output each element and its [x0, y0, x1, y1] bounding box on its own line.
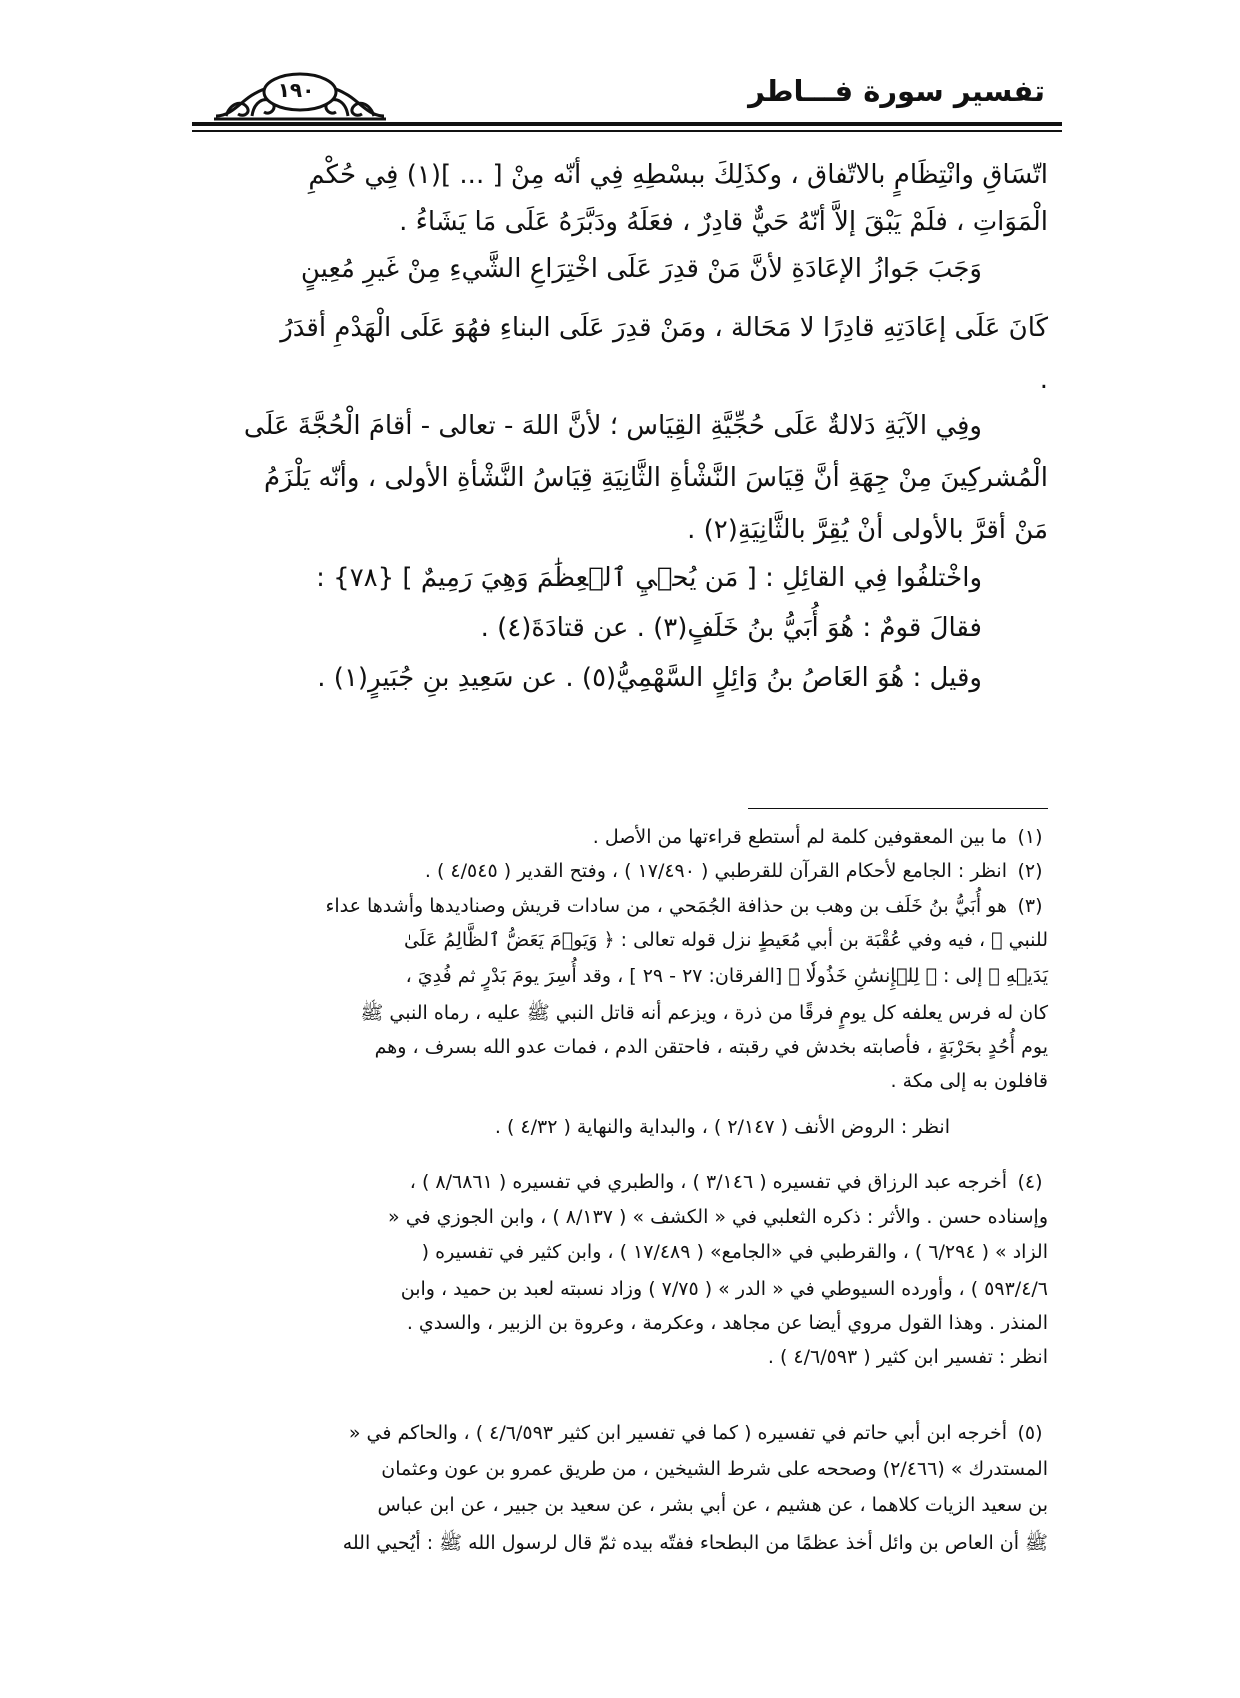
footnote-line: أخرجه عبد الرزاق في تفسيره ( ٣/١٤٦ ) ، والطبري في تفسيره ( ٨/٦٨٦١ ) ، [409, 1171, 1007, 1193]
body-line: وقيل : هُوَ العَاصُ بنُ وَائِلٍ السَّهْمِيُّ(٥) . عن سَعِيدِ بنِ جُبَيرٍ(١) . [317, 663, 982, 693]
footnote-line: ما بين المعقوفين كلمة لم أستطع قراءتها من الأصل . [592, 826, 1007, 848]
footnote-line: قافلون به إلى مكة . [890, 1070, 1048, 1092]
footnote-line: هو أُبَيُّ بنُ خَلَف بن وهب بن حذافة الجُمَحي ، من سادات قريش وصناديدها وأشدها عداء [325, 895, 1007, 917]
body-line: فقالَ قومٌ : هُوَ أُبَيُّ بنُ خَلَفٍ(٣) . عن قتادَةَ(٤) . [480, 613, 982, 643]
footnote-line: ﷺ أن العاص بن وائل أخذ عظمًا من البطحاء ففتّه بيده ثمّ قال لرسول الله ﷺ : أيُحيي الله [342, 1532, 1048, 1554]
footnote-number: (٣) [1017, 895, 1043, 917]
footnote-line: انظر : الروض الأنف ( ٢/١٤٧ ) ، والبداية والنهاية ( ٤/٣٢ ) . [494, 1116, 950, 1138]
header-rule-bottom [192, 130, 1062, 132]
footnote-number: (١) [1017, 826, 1043, 848]
page-number: ١٩٠ [277, 78, 315, 102]
body-line: . [1039, 365, 1048, 395]
footnote-number: (٤) [1017, 1171, 1043, 1193]
footnote-line: وإسناده حسن . والأثر : ذكره الثعلبي في « الكشف » ( ٨/١٣٧ ) ، وابن الجوزي في « [388, 1206, 1048, 1228]
footnote-line: أخرجه ابن أبي حاتم في تفسيره ( كما في تفسير ابن كثير ٤/٦/٥٩٣ ) ، والحاكم في « [348, 1422, 1007, 1444]
body-line: اتّسَاقِ وانْتِظَامٍ بالاتّفاق ، وكذَلِكَ ببسْطِهِ فِي أنّه مِنْ [ ... ](١) فِي حُكْمِ [308, 160, 1048, 190]
footnote-line: يَدَيۡهِ ﴾ إلى : ﴿ لِلۡإِنسَٰنِ خَذُولٗا ﴾ [الفرقان: ٢٧ - ٢٩ ] ، وقد أُسِرَ يومَ بَدْرٍ ثم فُدِيَ ، [405, 965, 1048, 987]
footnote-line: المستدرك » (٢/٤٦٦) وصححه على شرط الشيخين ، من طريق عمرو بن عون وعثمان [381, 1458, 1048, 1480]
footnote-line: يوم أُحُدٍ بحَرْبَةٍ ، فأصابته بخدش في رقبته ، فاحتقن الدم ، فمات عدو الله بسرف ، وهم [374, 1036, 1048, 1058]
running-head-title: تفسير سورة فـــاطر [748, 74, 1045, 108]
body-line: وَجَبَ جَوازُ الإعَادَةِ لأنَّ مَنْ قدِرَ عَلَى اخْتِرَاعِ الشَّيءِ مِنْ غَيرِ مُعِينٍ [300, 254, 982, 284]
body-line: الْمَوَاتِ ، فلَمْ يَبْقَ إلاَّ أنّهُ حَيٌّ قادِرٌ ، فعَلَهُ ودَبَّرَهُ عَلَى مَا يَشَاءُ . [399, 207, 1048, 237]
footnote-line: للنبي ﷺ ، فيه وفي عُقْبَة بن أبي مُعَيطٍ نزل قوله تعالى : ﴿ وَيَوۡمَ يَعَضُّ ٱلظَّالِمُ عَلَىٰ [403, 929, 1048, 951]
body-line: كَانَ عَلَى إعَادَتِهِ قادِرًا لا مَحَالة ، ومَنْ قدِرَ عَلَى البناءِ فهُوَ عَلَى الْهَدْمِ أقدَرُ [280, 313, 1048, 343]
footnote-line: انظر : الجامع لأحكام القرآن للقرطبي ( ١٧/٤٩٠ ) ، وفتح القدير ( ٤/٥٤٥ ) . [424, 860, 1007, 882]
footnote-line: ٥٩٣/٤/٦ ) ، وأورده السيوطي في « الدر » ( ٧/٧٥ ) وزاد نسبته لعبد بن حميد ، وابن [400, 1278, 1048, 1300]
footnote-number: (٢) [1017, 860, 1043, 882]
footnote-line: انظر : تفسير ابن كثير ( ٤/٦/٥٩٣ ) . [767, 1346, 1048, 1368]
footnote-line: كان له فرس يعلفه كل يومٍ فرقًا من ذرة ، ويزعم أنه قاتل النبي ﷺ عليه ، رماه النبي ﷺ [360, 1002, 1048, 1024]
footnote-line: الزاد » ( ٦/٢٩٤ ) ، والقرطبي في «الجامع» ( ١٧/٤٨٩ ) ، وابن كثير في تفسيره ( [421, 1241, 1048, 1263]
footnote-line: المنذر . وهذا القول مروي أيضا عن مجاهد ، وعكرمة ، وعروة بن الزبير ، والسدي . [406, 1312, 1048, 1334]
quran-verse-line: واخْتلفُوا فِي القائِلِ : [ مَن يُحۡيِ ٱلۡعِظَٰمَ وَهِيَ رَمِيمٌ ] {٧٨} : [316, 563, 982, 593]
body-line: وفِي الآيَةِ دَلالةٌ عَلَى حُجِّيَّةِ القِيَاس ؛ لأنَّ اللهَ - تعالى - أقامَ الْحُجَّةَ عَلَى [243, 411, 982, 441]
header-rule-top [192, 122, 1062, 126]
body-line: الْمُشركِينَ مِنْ جِهَةِ أنَّ قِيَاسَ النَّشْأةِ الثَّانِيَةِ قِيَاسُ النَّشْأةِ الأولى ، وأنّه يَلْزَمُ [263, 463, 1048, 493]
footnote-number: (٥) [1017, 1422, 1043, 1444]
footnote-separator [748, 808, 1048, 809]
body-line: مَنْ أقرَّ بالأولى أنْ يُقِرَّ بالثَّانِيَةِ(٢) . [687, 515, 1048, 545]
footnote-line: بن سعيد الزيات كلاهما ، عن هشيم ، عن أبي بشر ، عن سعيد بن جبير ، عن ابن عباس [377, 1494, 1048, 1516]
